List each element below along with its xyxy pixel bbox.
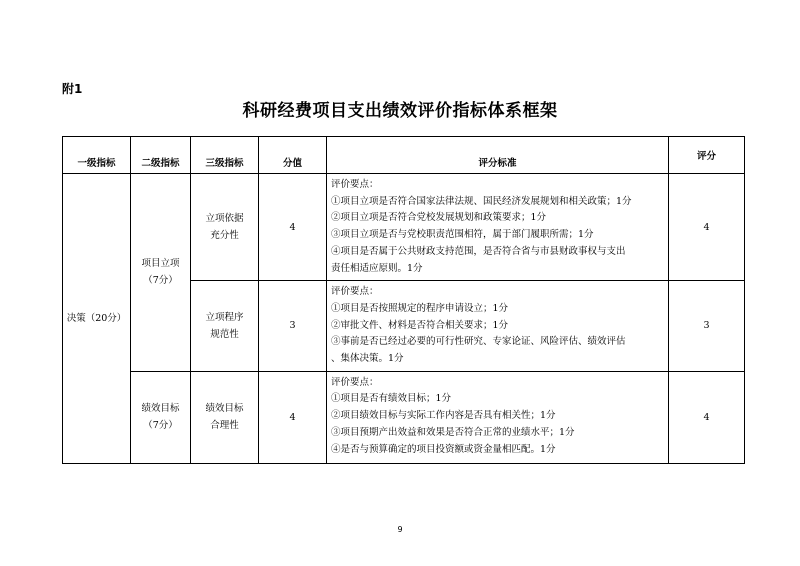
indicator-table [62, 136, 745, 464]
header-level1: 一级指标 [63, 137, 131, 174]
criteria-line: ②项目立项是否符合党校发展规划和政策要求；1分 [331, 212, 547, 224]
header-points: 分值 [259, 137, 327, 174]
level3-cell [191, 174, 259, 281]
level3-name-line2: 充分性 [210, 230, 239, 242]
level2-cell [131, 174, 191, 372]
score-cell: 4 [669, 174, 745, 281]
table-row [63, 371, 745, 463]
criteria-line: 责任相适应原则。1分 [331, 262, 423, 274]
level3-name-line1: 绩效目标 [205, 403, 244, 415]
level2-points: （7分） [143, 275, 178, 287]
level3-name-line2: 合理性 [210, 420, 239, 432]
criteria-cell [327, 281, 669, 372]
criteria-line: ③事前是否已经过必要的可行性研究、专家论证、风险评估、绩效评估 [331, 336, 626, 348]
score-cell: 3 [669, 281, 745, 372]
points-cell: 4 [259, 371, 327, 463]
criteria-cell [327, 371, 669, 463]
level2-cell [131, 371, 191, 463]
criteria-line: 评价要点： [331, 286, 379, 298]
level3-cell [191, 371, 259, 463]
points-cell: 4 [259, 174, 327, 281]
table-row [63, 174, 745, 281]
criteria-line: ④项目是否属于公共财政支持范围，是否符合省与市县财政事权与支出 [331, 245, 626, 257]
criteria-line: ①项目是否有绩效目标；1分 [331, 393, 452, 405]
header-score: 评分 [669, 137, 745, 174]
level3-name-line1: 立项依据 [205, 213, 244, 225]
page-number: 9 [397, 525, 403, 534]
table-header-row [63, 137, 745, 174]
level1-cell: 决策（20分） [63, 174, 131, 464]
criteria-line: 、集体决策。1分 [331, 353, 404, 365]
attachment-label: 附1 [62, 82, 83, 96]
header-level3: 三级指标 [191, 137, 259, 174]
header-criteria: 评分标准 [327, 137, 669, 174]
level2-points: （7分） [143, 420, 178, 432]
criteria-line: ④是否与预算确定的项目投资额或资金量相匹配。1分 [331, 443, 556, 455]
level3-name-line1: 立项程序 [205, 311, 244, 323]
level3-name-line2: 规范性 [210, 328, 239, 340]
level2-name: 项目立项 [141, 258, 180, 270]
points-cell: 3 [259, 281, 327, 372]
criteria-line: 评价要点： [331, 179, 379, 190]
document-title: 科研经费项目支出绩效评价指标体系框架 [242, 101, 558, 121]
criteria-line: 评价要点： [331, 376, 379, 388]
criteria-line: ①项目是否按照规定的程序申请设立；1分 [331, 302, 509, 314]
level2-name: 绩效目标 [141, 403, 180, 415]
criteria-line: ③项目立项是否与党校职责范围相符，属于部门履职所需；1分 [331, 229, 594, 241]
level3-cell [191, 281, 259, 372]
criteria-line: ③项目预期产出效益和效果是否符合正常的业绩水平；1分 [331, 426, 575, 438]
criteria-line: ②审批文件、材料是否符合相关要求；1分 [331, 319, 509, 331]
criteria-cell [327, 174, 669, 281]
score-cell: 4 [669, 371, 745, 463]
criteria-line: ①项目立项是否符合国家法律法规、国民经济发展规划和相关政策；1分 [331, 195, 632, 207]
header-level2: 二级指标 [131, 137, 191, 174]
criteria-line: ②项目绩效目标与实际工作内容是否具有相关性；1分 [331, 410, 556, 422]
